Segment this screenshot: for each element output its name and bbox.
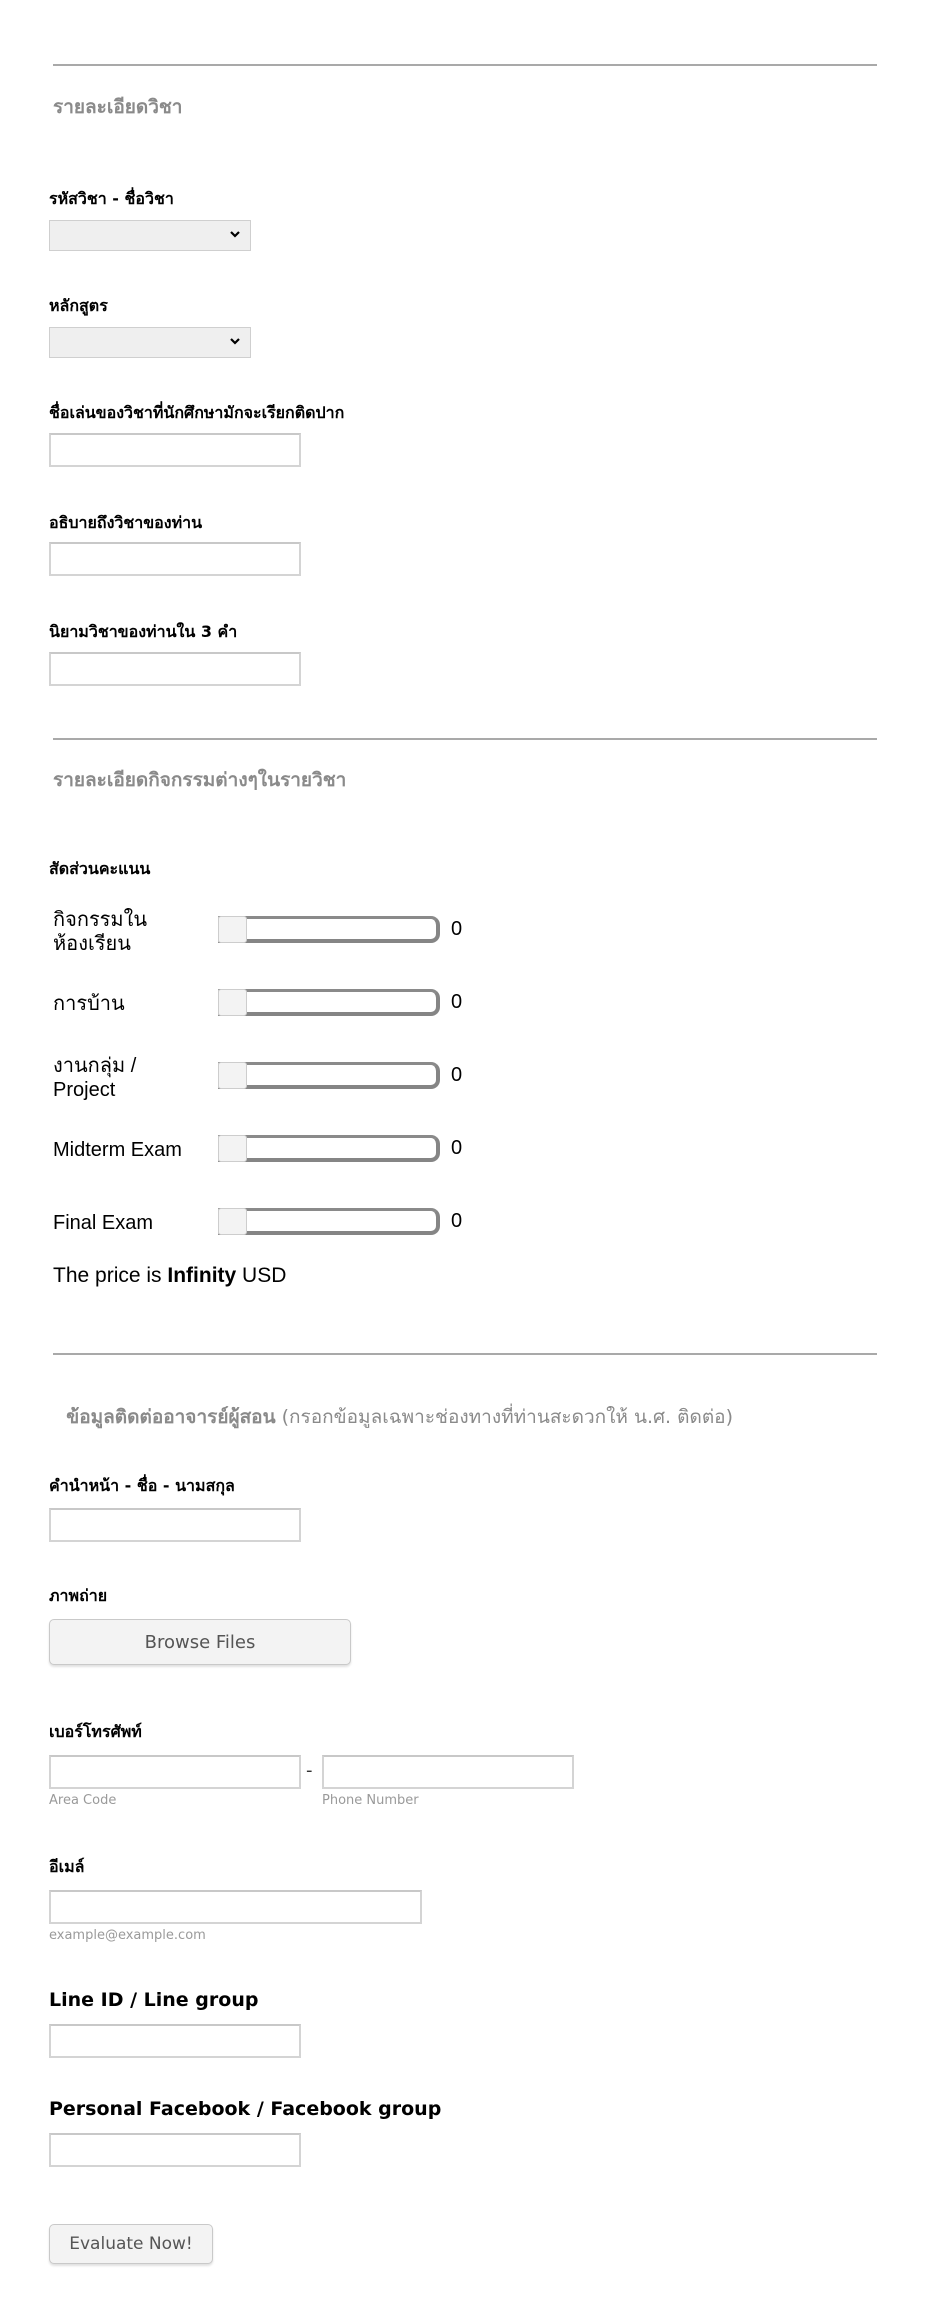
area-code-input[interactable] [49, 1755, 301, 1789]
slider-label-midterm-exam: Midterm Exam [53, 1139, 182, 1161]
facebook-label: Personal Facebook / Facebook group [49, 2098, 442, 2120]
chevron-down-icon [228, 334, 242, 348]
line-id-input[interactable] [49, 2024, 301, 2058]
slider-thumb[interactable] [218, 1135, 247, 1162]
phone-separator: - [306, 1760, 313, 1781]
slider-value-group-project: 0 [451, 1064, 463, 1086]
section-subtitle-text: (กรอกข้อมูลเฉพาะช่องทางที่ท่านสะดวกให้ น.ศ. ติดต่อ) [275, 1406, 733, 1428]
course-nickname-input[interactable] [49, 433, 301, 467]
slider-value-final-exam: 0 [451, 1210, 463, 1232]
photo-label: ภาพถ่าย [49, 1586, 108, 1605]
evaluate-now-button[interactable]: Evaluate Now! [49, 2224, 213, 2264]
slider-homework[interactable] [218, 989, 440, 1016]
chevron-down-icon [228, 227, 242, 241]
email-input[interactable] [49, 1890, 422, 1924]
price-prefix: The price is [53, 1264, 168, 1287]
line-id-label: Line ID / Line group [49, 1989, 259, 2011]
section-title-activity-details [53, 765, 346, 795]
section-title-text: ข้อมูลติดต่ออาจารย์ผู้สอน [66, 1406, 276, 1428]
area-code-sublabel: Area Code [49, 1793, 117, 1808]
course-code-name-label: รหัสวิชา - ชื่อวิชา [49, 189, 174, 208]
course-description-input[interactable] [49, 542, 301, 576]
curriculum-select[interactable] [49, 327, 251, 358]
section-title-instructor-contact [53, 1380, 733, 1432]
browse-files-button[interactable]: Browse Files [49, 1619, 351, 1665]
slider-thumb[interactable] [218, 916, 247, 943]
course-code-name-select[interactable] [49, 220, 251, 251]
slider-group-project[interactable] [218, 1062, 440, 1089]
slider-thumb[interactable] [218, 1208, 247, 1235]
slider-midterm-exam[interactable] [218, 1135, 440, 1162]
instructor-name-input[interactable] [49, 1508, 301, 1542]
curriculum-label: หลักสูตร [49, 296, 108, 315]
section-divider [53, 64, 877, 66]
slider-label-group-project: งานกลุ่ม / Project [53, 1055, 137, 1101]
slider-label-homework: การบ้าน [53, 993, 125, 1015]
slider-label-classroom-activity: กิจกรรมใน ห้องเรียน [53, 909, 148, 955]
slider-classroom-activity[interactable] [218, 916, 440, 943]
facebook-input[interactable] [49, 2133, 301, 2167]
email-label: อีเมล์ [49, 1857, 85, 1876]
course-description-label: อธิบายถึงวิชาของท่าน [49, 513, 203, 532]
section-divider [53, 738, 877, 740]
slider-value-homework: 0 [451, 991, 463, 1013]
course-definition-input[interactable] [49, 652, 301, 686]
slider-value-midterm-exam: 0 [451, 1137, 463, 1159]
slider-value-classroom-activity: 0 [451, 918, 463, 940]
course-definition-label: นิยามวิชาของท่านใน 3 คำ [49, 622, 238, 641]
course-nickname-label: ชื่อเล่นของวิชาที่นักศึกษามักจะเรียกติดปาก [49, 403, 345, 422]
score-ratio-label: สัดส่วนคะแนน [49, 859, 151, 878]
section-divider [53, 1353, 877, 1355]
section-title-text: รายละเอียดกิจกรรมต่างๆในรายวิชา [53, 769, 347, 791]
phone-number-sublabel: Phone Number [322, 1793, 419, 1808]
slider-thumb[interactable] [218, 1062, 247, 1089]
section-title-text: รายละเอียดวิชา [53, 96, 183, 118]
email-sublabel: example@example.com [49, 1928, 206, 1943]
phone-label: เบอร์โทรศัพท์ [49, 1722, 142, 1741]
phone-number-input[interactable] [322, 1755, 574, 1789]
price-suffix: USD [236, 1264, 287, 1287]
slider-label-final-exam: Final Exam [53, 1212, 154, 1234]
slider-final-exam[interactable] [218, 1208, 440, 1235]
section-title-course-details [53, 92, 182, 122]
instructor-name-label: คำนำหน้า - ชื่อ - นามสกุล [49, 1476, 235, 1495]
price-text [53, 1264, 286, 1288]
price-value: Infinity [167, 1264, 237, 1287]
slider-thumb[interactable] [218, 989, 247, 1016]
